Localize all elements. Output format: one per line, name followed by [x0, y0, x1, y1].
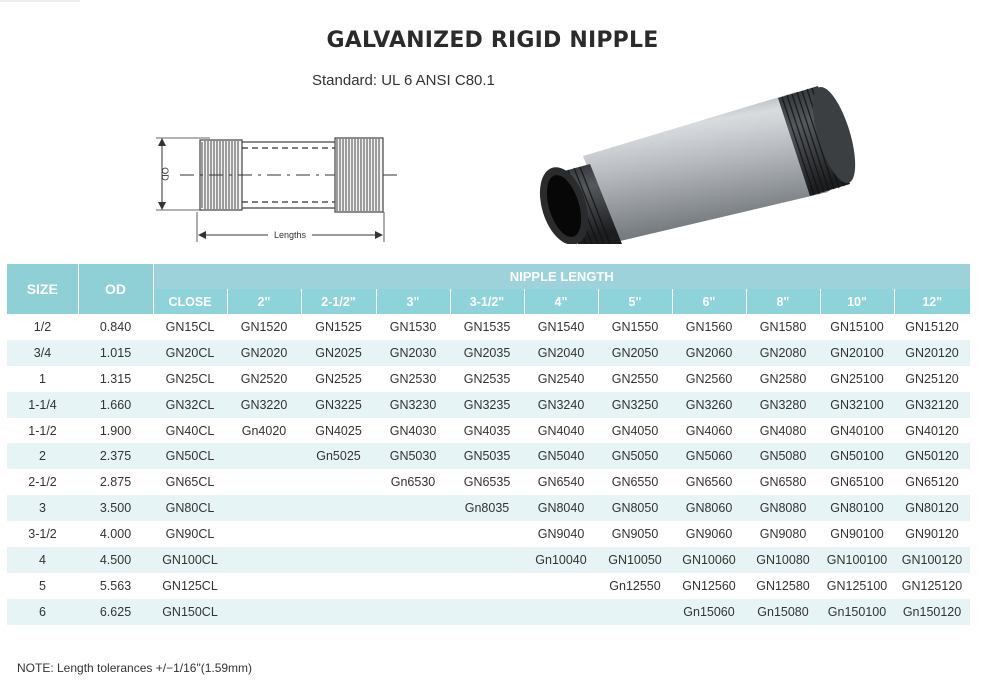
length-column-header: 4" — [524, 289, 598, 314]
od-cell: 4.500 — [78, 547, 153, 573]
part-number-cell: GN100120 — [894, 547, 970, 573]
part-number-cell: GN10080 — [746, 547, 820, 573]
od-column-header: OD — [78, 264, 153, 314]
part-number-cell: GN25CL — [165, 371, 215, 386]
length-label: Lengths — [273, 230, 307, 240]
table-row — [7, 314, 970, 340]
part-number-cell: GN40120 — [905, 423, 959, 438]
part-number-cell — [301, 521, 376, 547]
part-number-cell: Gn10040 — [524, 547, 598, 573]
part-number-cell — [301, 469, 376, 495]
part-number-cell: GN2020 — [227, 340, 301, 366]
part-number-cell — [227, 599, 301, 625]
part-number-cell: GN6535 — [463, 475, 511, 490]
size-cell: 1 — [39, 371, 46, 386]
part-number-cell: GN2050 — [598, 340, 672, 366]
part-number-cell: GN15100 — [830, 319, 884, 334]
size-cell: 5 — [39, 578, 46, 593]
od-cell: 5.563 — [99, 578, 132, 593]
part-number-cell: GN25100 — [830, 371, 884, 386]
part-number-cell: GN5035 — [450, 443, 524, 469]
part-number-cell: GN2530 — [389, 371, 437, 386]
part-number-cell: GN2040 — [524, 340, 598, 366]
part-number-cell — [227, 521, 301, 547]
part-number-cell: GN90120 — [905, 527, 959, 542]
table-row — [7, 366, 970, 392]
part-number-cell — [376, 599, 450, 625]
part-number-cell: Gn12550 — [609, 578, 661, 593]
size-cell: 3/4 — [7, 340, 78, 366]
part-number-cell: GN50CL — [153, 443, 227, 469]
length-column-header: 5" — [598, 289, 672, 314]
part-number-cell: GN100100 — [820, 547, 894, 573]
part-number-cell: Gn5025 — [301, 443, 376, 469]
part-number-cell: GN5080 — [746, 443, 820, 469]
part-number-cell — [450, 573, 524, 599]
table-row — [7, 340, 970, 366]
table-row — [7, 599, 970, 625]
part-number-cell — [301, 547, 376, 573]
part-number-cell: GN65CL — [165, 475, 215, 490]
part-number-cell: GN6580 — [759, 475, 807, 490]
part-number-cell: GN1535 — [463, 319, 511, 334]
part-number-cell: GN1580 — [759, 319, 807, 334]
od-cell: 3.500 — [78, 495, 153, 521]
part-number-cell: GN40100 — [830, 423, 884, 438]
part-number-cell: GN2520 — [240, 371, 288, 386]
part-number-cell: GN2550 — [611, 371, 659, 386]
part-number-cell: GN65100 — [830, 475, 884, 490]
part-number-cell: GN3260 — [672, 392, 746, 418]
part-number-cell — [376, 521, 450, 547]
od-cell: 2.375 — [78, 443, 153, 469]
part-number-cell — [376, 495, 450, 521]
part-number-cell: GN12580 — [756, 578, 810, 593]
length-column-header: 12" — [894, 289, 970, 314]
part-number-cell: GN2035 — [450, 340, 524, 366]
part-number-cell — [376, 547, 450, 573]
part-number-cell: GN80120 — [894, 495, 970, 521]
table-row — [7, 573, 970, 599]
part-number-cell: GN5040 — [524, 443, 598, 469]
od-cell: 1.660 — [78, 392, 153, 418]
part-number-cell: GN125120 — [901, 578, 963, 593]
od-cell: 0.840 — [99, 319, 132, 334]
part-number-cell: GN100CL — [153, 547, 227, 573]
table-row — [7, 392, 970, 418]
nipple-spec-table — [7, 264, 970, 625]
od-cell: 1.900 — [99, 423, 132, 438]
part-number-cell: GN32120 — [894, 392, 970, 418]
part-number-cell: GN4080 — [759, 423, 807, 438]
part-number-cell — [450, 599, 524, 625]
od-arrow-top-icon — [158, 138, 166, 146]
length-column-header: 3-1/2" — [450, 289, 524, 314]
part-number-cell: GN2560 — [685, 371, 733, 386]
part-number-cell — [227, 547, 301, 573]
top-edge — [0, 0, 80, 2]
part-number-cell: GN2580 — [759, 371, 807, 386]
part-number-cell: GN8040 — [524, 495, 598, 521]
part-number-cell: GN12560 — [682, 578, 736, 593]
page-title: GALVANIZED RIGID NIPPLE — [326, 28, 659, 53]
od-arrow-bottom-icon — [158, 202, 166, 210]
od-cell: 1.315 — [99, 371, 132, 386]
part-number-cell: GN6560 — [685, 475, 733, 490]
part-number-cell — [450, 521, 524, 547]
part-number-cell: GN2060 — [672, 340, 746, 366]
part-number-cell — [227, 443, 301, 469]
length-arrow-right-icon — [375, 231, 383, 239]
length-column-header: 2" — [227, 289, 301, 314]
table-row — [7, 547, 970, 573]
size-cell: 3 — [7, 495, 78, 521]
part-number-cell: GN150CL — [153, 599, 227, 625]
part-number-cell: GN3230 — [376, 392, 450, 418]
part-number-cell: GN90CL — [165, 527, 215, 542]
nipple-technical-drawing — [150, 128, 410, 248]
part-number-cell — [227, 573, 301, 599]
part-number-cell: GN4025 — [315, 423, 362, 438]
part-number-cell: GN4040 — [537, 423, 585, 438]
part-number-cell: GN50120 — [894, 443, 970, 469]
nipple-length-header: NIPPLE LENGTH — [153, 264, 970, 289]
length-column-header: 2-1/2" — [301, 289, 376, 314]
standard-subtitle: Standard: UL 6 ANSI C80.1 — [312, 72, 495, 89]
part-number-cell: GN15CL — [165, 319, 215, 334]
part-number-cell: GN8050 — [598, 495, 672, 521]
part-number-cell — [227, 495, 301, 521]
part-number-cell: Gn15080 — [746, 599, 820, 625]
size-cell: 3-1/2 — [28, 527, 57, 542]
part-number-cell: GN32100 — [820, 392, 894, 418]
part-number-cell: GN4060 — [685, 423, 733, 438]
part-number-cell: GN50100 — [820, 443, 894, 469]
part-number-cell: GN4035 — [463, 423, 511, 438]
part-number-cell: GN3225 — [301, 392, 376, 418]
part-number-cell: GN1560 — [685, 319, 733, 334]
part-number-cell: Gn150100 — [820, 599, 894, 625]
part-number-cell: GN80CL — [153, 495, 227, 521]
part-number-cell: GN1525 — [315, 319, 362, 334]
part-number-cell — [376, 573, 450, 599]
part-number-cell: GN2030 — [376, 340, 450, 366]
part-number-cell: GN2525 — [315, 371, 362, 386]
part-number-cell: GN6550 — [611, 475, 659, 490]
part-number-cell: Gn150120 — [894, 599, 970, 625]
length-tolerance-note: NOTE: Length tolerances +/−1/16"(1.59mm) — [17, 661, 253, 675]
part-number-cell: GN9050 — [611, 527, 659, 542]
od-cell: 4.000 — [99, 527, 132, 542]
part-number-cell: Gn4020 — [241, 423, 287, 438]
right-thread-hatch — [337, 139, 379, 211]
part-number-cell: GN3250 — [598, 392, 672, 418]
part-number-cell: GN65120 — [905, 475, 959, 490]
table-row — [7, 521, 970, 547]
part-number-cell: GN2080 — [746, 340, 820, 366]
od-cell: 6.625 — [78, 599, 153, 625]
table-row — [7, 495, 970, 521]
od-cell: 2.875 — [99, 475, 132, 490]
table-row — [7, 469, 970, 495]
part-number-cell: GN20CL — [153, 340, 227, 366]
part-number-cell: GN8060 — [672, 495, 746, 521]
length-column-header: 8" — [746, 289, 820, 314]
part-number-cell: GN40CL — [165, 423, 215, 438]
part-number-cell: GN1530 — [389, 319, 437, 334]
size-cell: 1-1/4 — [7, 392, 78, 418]
part-number-cell: GN8080 — [746, 495, 820, 521]
part-number-cell: GN15120 — [905, 319, 959, 334]
part-number-cell: GN125CL — [162, 578, 218, 593]
part-number-cell — [301, 599, 376, 625]
part-number-cell: GN9060 — [685, 527, 733, 542]
part-number-cell — [301, 573, 376, 599]
part-number-cell: GN10050 — [598, 547, 672, 573]
part-number-cell — [524, 573, 598, 599]
part-number-cell: GN2540 — [537, 371, 585, 386]
part-number-cell: GN5030 — [376, 443, 450, 469]
part-number-cell: GN9040 — [537, 527, 585, 542]
part-number-cell: GN5060 — [672, 443, 746, 469]
part-number-cell: Gn15060 — [672, 599, 746, 625]
size-cell: 6 — [7, 599, 78, 625]
part-number-cell — [598, 599, 672, 625]
table-row — [7, 443, 970, 469]
od-cell: 1.015 — [78, 340, 153, 366]
part-number-cell: Gn8035 — [450, 495, 524, 521]
length-column-header: CLOSE — [153, 289, 227, 314]
size-cell: 2 — [7, 443, 78, 469]
length-arrow-left-icon — [198, 231, 206, 239]
part-number-cell: GN6540 — [537, 475, 585, 490]
part-number-cell: GN10060 — [672, 547, 746, 573]
part-number-cell: GN25120 — [905, 371, 959, 386]
size-cell: 1/2 — [33, 319, 52, 334]
part-number-cell: GN3220 — [227, 392, 301, 418]
part-number-cell: GN4050 — [611, 423, 659, 438]
od-label: OD — [160, 167, 170, 181]
size-cell: 2-1/2 — [28, 475, 57, 490]
part-number-cell: GN90100 — [830, 527, 884, 542]
size-cell: 1-1/2 — [28, 423, 57, 438]
part-number-cell: GN2025 — [301, 340, 376, 366]
part-number-cell — [227, 469, 301, 495]
part-number-cell: GN125100 — [826, 578, 888, 593]
part-number-cell: GN9080 — [759, 527, 807, 542]
part-number-cell: GN20120 — [894, 340, 970, 366]
part-number-cell: GN3235 — [450, 392, 524, 418]
table-row — [7, 418, 970, 444]
part-number-cell: GN1540 — [537, 319, 585, 334]
part-number-cell: GN3240 — [524, 392, 598, 418]
part-number-cell: GN32CL — [153, 392, 227, 418]
part-number-cell: GN4030 — [389, 423, 437, 438]
size-cell: 4 — [7, 547, 78, 573]
length-column-header: 10" — [820, 289, 894, 314]
length-column-header: 6" — [672, 289, 746, 314]
galvanized-nipple-photo — [528, 84, 888, 244]
part-number-cell: GN1520 — [240, 319, 288, 334]
part-number-cell — [450, 547, 524, 573]
part-number-cell: GN2535 — [463, 371, 511, 386]
part-number-cell: GN5050 — [598, 443, 672, 469]
part-number-cell — [301, 495, 376, 521]
part-number-cell — [524, 599, 598, 625]
length-column-header: 3" — [376, 289, 450, 314]
part-number-cell: Gn6530 — [390, 475, 436, 490]
size-column-header: SIZE — [7, 264, 78, 314]
part-number-cell: GN20100 — [820, 340, 894, 366]
part-number-cell: GN80100 — [820, 495, 894, 521]
part-number-cell: GN1550 — [611, 319, 659, 334]
part-number-cell: GN3280 — [746, 392, 820, 418]
